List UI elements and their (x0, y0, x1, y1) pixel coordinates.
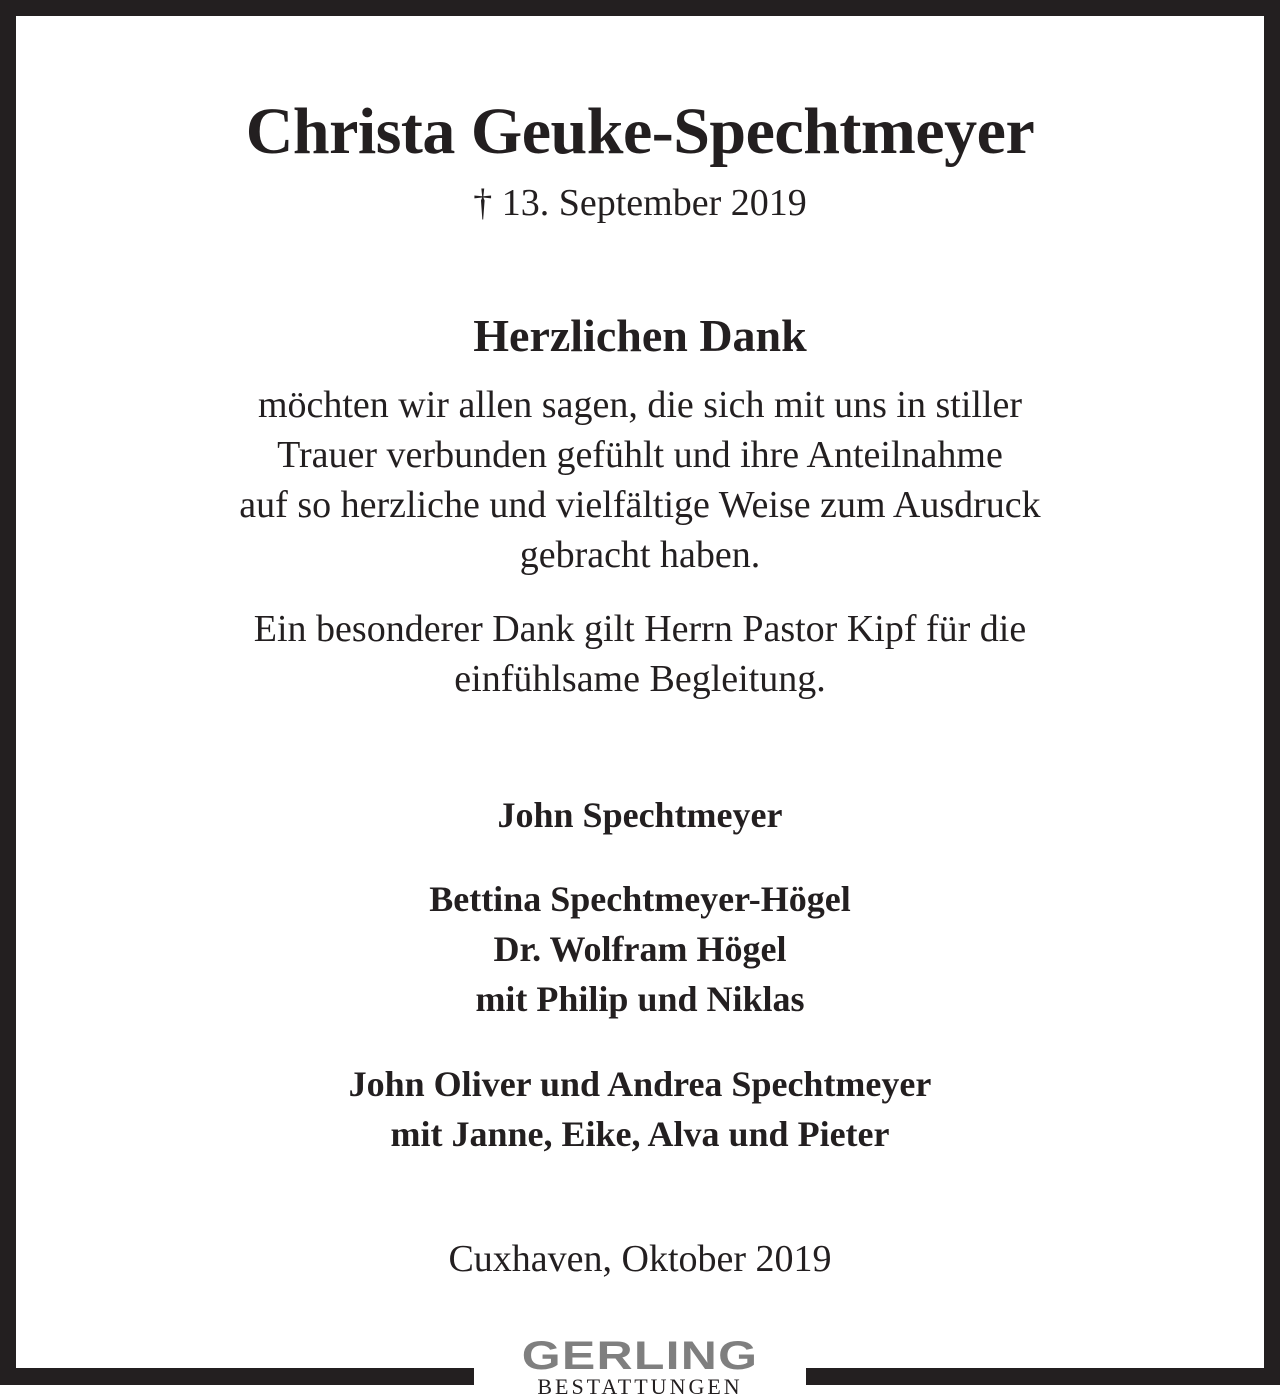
text-line: auf so herzliche und vielfältige Weise zum Ausdruck (239, 484, 1041, 526)
mourner-name: Bettina Spechtmeyer-Högel (429, 879, 851, 919)
frame-border-bottom-right (806, 1368, 1280, 1385)
frame-border-left (0, 0, 16, 1385)
death-date: † 13. September 2019 (473, 182, 807, 224)
frame-border-right (1264, 0, 1280, 1385)
text-line: gebracht haben. (519, 534, 761, 576)
text-line: Ein besonderer Dank gilt Herrn Pastor Kipf für die (253, 608, 1027, 650)
mourner-name: mit Janne, Eike, Alva und Pieter (390, 1114, 890, 1154)
mourner-name: John Oliver und Andrea Spechtmeyer (348, 1064, 932, 1104)
mourner-name: mit Philip und Niklas (475, 979, 805, 1019)
text-line: möchten wir allen sagen, die sich mit uns in stiller (257, 384, 1023, 426)
logo-subtitle: BESTATTUNGEN (537, 1374, 743, 1399)
text-line: Trauer verbunden gefühlt und ihre Anteilnahme (277, 434, 1003, 476)
mourner-name: Dr. Wolfram Högel (493, 929, 787, 969)
funeral-home-logo (474, 1336, 806, 1399)
logo-wordmark: GERLING (521, 1334, 759, 1378)
thanks-heading: Herzlichen Dank (473, 310, 807, 361)
frame-border-top (0, 0, 1280, 16)
place-and-date: Cuxhaven, Oktober 2019 (448, 1238, 832, 1280)
text-line: einfühlsame Begleitung. (454, 658, 826, 700)
deceased-name: Christa Geuke-Spechtmeyer (245, 95, 1035, 168)
mourner-name: John Spechtmeyer (497, 795, 783, 835)
frame-border-bottom-left (0, 1368, 474, 1385)
